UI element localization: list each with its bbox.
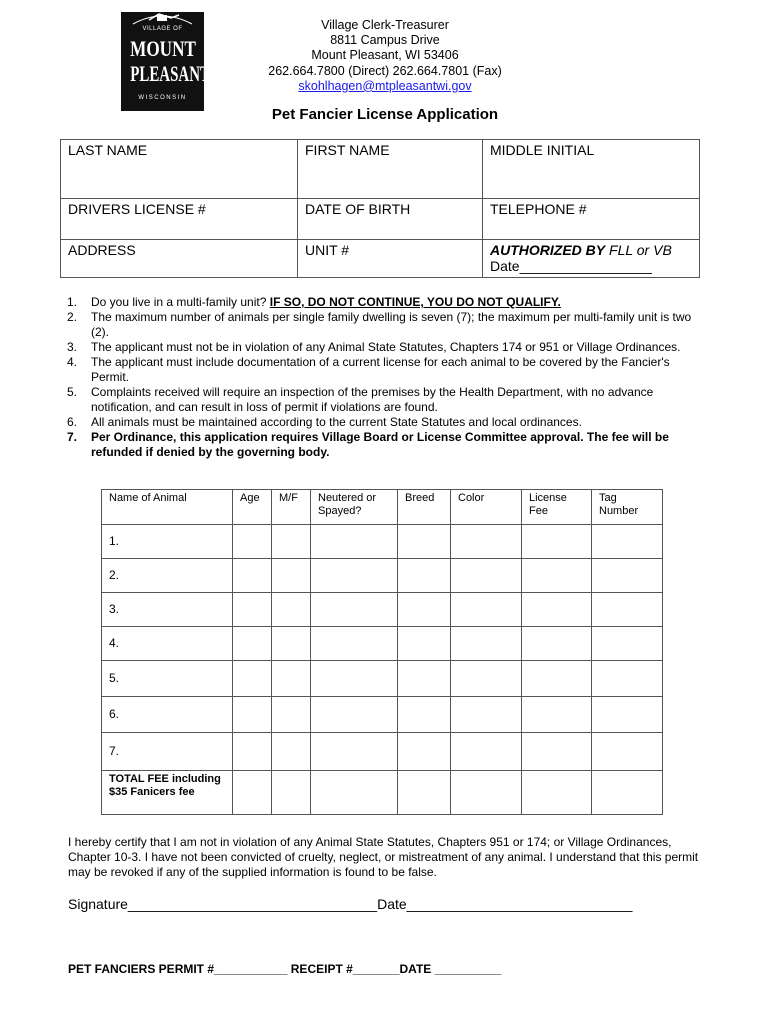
applicant-info-table xyxy=(60,139,700,278)
drivers-license-field[interactable]: DRIVERS LICENSE # xyxy=(61,199,298,240)
total-fee-row xyxy=(102,771,663,815)
address-field[interactable]: ADDRESS xyxy=(61,240,298,278)
col-neutered: Neutered or Spayed? xyxy=(311,490,398,525)
col-mf: M/F xyxy=(272,490,311,525)
permit-receipt-line[interactable]: PET FANCIERS PERMIT #___________ RECEIPT #_______DATE __________ xyxy=(68,962,502,976)
requirements-list xyxy=(64,295,704,460)
office-header xyxy=(230,18,540,94)
table-row xyxy=(102,697,663,733)
table-row xyxy=(102,627,663,661)
col-age: Age xyxy=(233,490,272,525)
table-row xyxy=(102,525,663,559)
office-city: Mount Pleasant, WI 53406 xyxy=(311,48,459,63)
authorized-by-field[interactable] xyxy=(483,240,700,278)
list-item: 4. The applicant must include documentation of a current license for each animal to be covered by the Fancier's Permit. xyxy=(67,355,670,384)
list-item: 5. Complaints received will require an inspection of the premises by the Health Department, with no advance notification, and can result in loss of permit if violations are found. xyxy=(67,385,654,414)
list-item: 3. The applicant must not be in violation of any Animal State Statutes, Chapters 174 or 951 or Village Ordinances. xyxy=(67,340,681,354)
village-logo xyxy=(121,12,211,111)
col-tag-number: Tag Number xyxy=(592,490,663,525)
animal-table xyxy=(101,489,663,815)
col-breed: Breed xyxy=(398,490,451,525)
office-phones: 262.664.7800 (Direct) 262.664.7801 (Fax) xyxy=(268,63,502,78)
middle-initial-field[interactable]: MIDDLE INITIAL xyxy=(483,140,700,199)
authorized-by-label: AUTHORIZED BY xyxy=(490,242,606,258)
list-item: 6. All animals must be maintained according to the current State Statutes and local ordinances. xyxy=(67,415,582,429)
row-label[interactable]: 7. xyxy=(102,733,233,771)
list-item: 2. The maximum number of animals per single family dwelling is seven (7); the maximum per multi-family unit is two (2). xyxy=(67,310,692,339)
first-name-field[interactable]: FIRST NAME xyxy=(298,140,483,199)
total-fee-label: TOTAL FEE including $35 Fanicers fee xyxy=(102,771,233,815)
disqualify-warning: IF SO, DO NOT CONTINUE, YOU DO NOT QUALIFY. xyxy=(269,295,561,309)
office-email-link[interactable]: skohlhagen@mtpleasantwi.gov xyxy=(298,78,472,93)
logo-top-text: VILLAGE OF xyxy=(142,26,183,32)
row-label[interactable]: 1. xyxy=(102,525,233,559)
list-item: 1. Do you live in a multi-family unit? IF SO, DO NOT CONTINUE, YOU DO NOT QUALIFY. xyxy=(67,295,561,309)
telephone-field[interactable]: TELEPHONE # xyxy=(483,199,700,240)
signature-date-line[interactable]: Signature________________________________Date_____________________________ xyxy=(68,896,633,912)
certification-text: I hereby certify that I am not in violation of any Animal State Statutes, Chapters 951 or 174; or Village Ordinances, Chapter 10-3. I have not been convicted of cruelty, neglect, or mistreatment of any animal. I understand that this permit may be revoked if any of the supplied information is found to be false. xyxy=(68,835,699,879)
logo-bottom-text: WISCONSIN xyxy=(138,95,187,101)
col-color: Color xyxy=(451,490,522,525)
col-license-fee: License Fee xyxy=(522,490,592,525)
table-row xyxy=(102,559,663,593)
unit-field[interactable]: UNIT # xyxy=(298,240,483,278)
authorized-by-options: FLL or VB xyxy=(605,242,672,258)
list-item: 7. Per Ordinance, this application requires Village Board or License Committee approval. The fee will be refunded if denied by the governing body. xyxy=(67,430,669,459)
office-street: 8811 Campus Drive xyxy=(330,33,440,48)
row-label[interactable]: 2. xyxy=(102,559,233,593)
row-label[interactable]: 4. xyxy=(102,627,233,661)
logo-mount: MOUNT xyxy=(130,36,196,61)
row-label[interactable]: 3. xyxy=(102,593,233,627)
authorized-date-line: Date_________________ xyxy=(490,258,652,274)
last-name-field[interactable]: LAST NAME xyxy=(61,140,298,199)
row-label[interactable]: 5. xyxy=(102,661,233,697)
table-row xyxy=(102,733,663,771)
row-label[interactable]: 6. xyxy=(102,697,233,733)
date-of-birth-field[interactable]: DATE OF BIRTH xyxy=(298,199,483,240)
logo-pleasant: PLEASANT xyxy=(130,61,211,86)
table-row xyxy=(102,661,663,697)
page-title: Pet Fancier License Application xyxy=(271,106,499,123)
col-name-of-animal: Name of Animal xyxy=(102,490,233,525)
office-name: Village Clerk-Treasurer xyxy=(321,18,449,32)
table-row xyxy=(102,593,663,627)
